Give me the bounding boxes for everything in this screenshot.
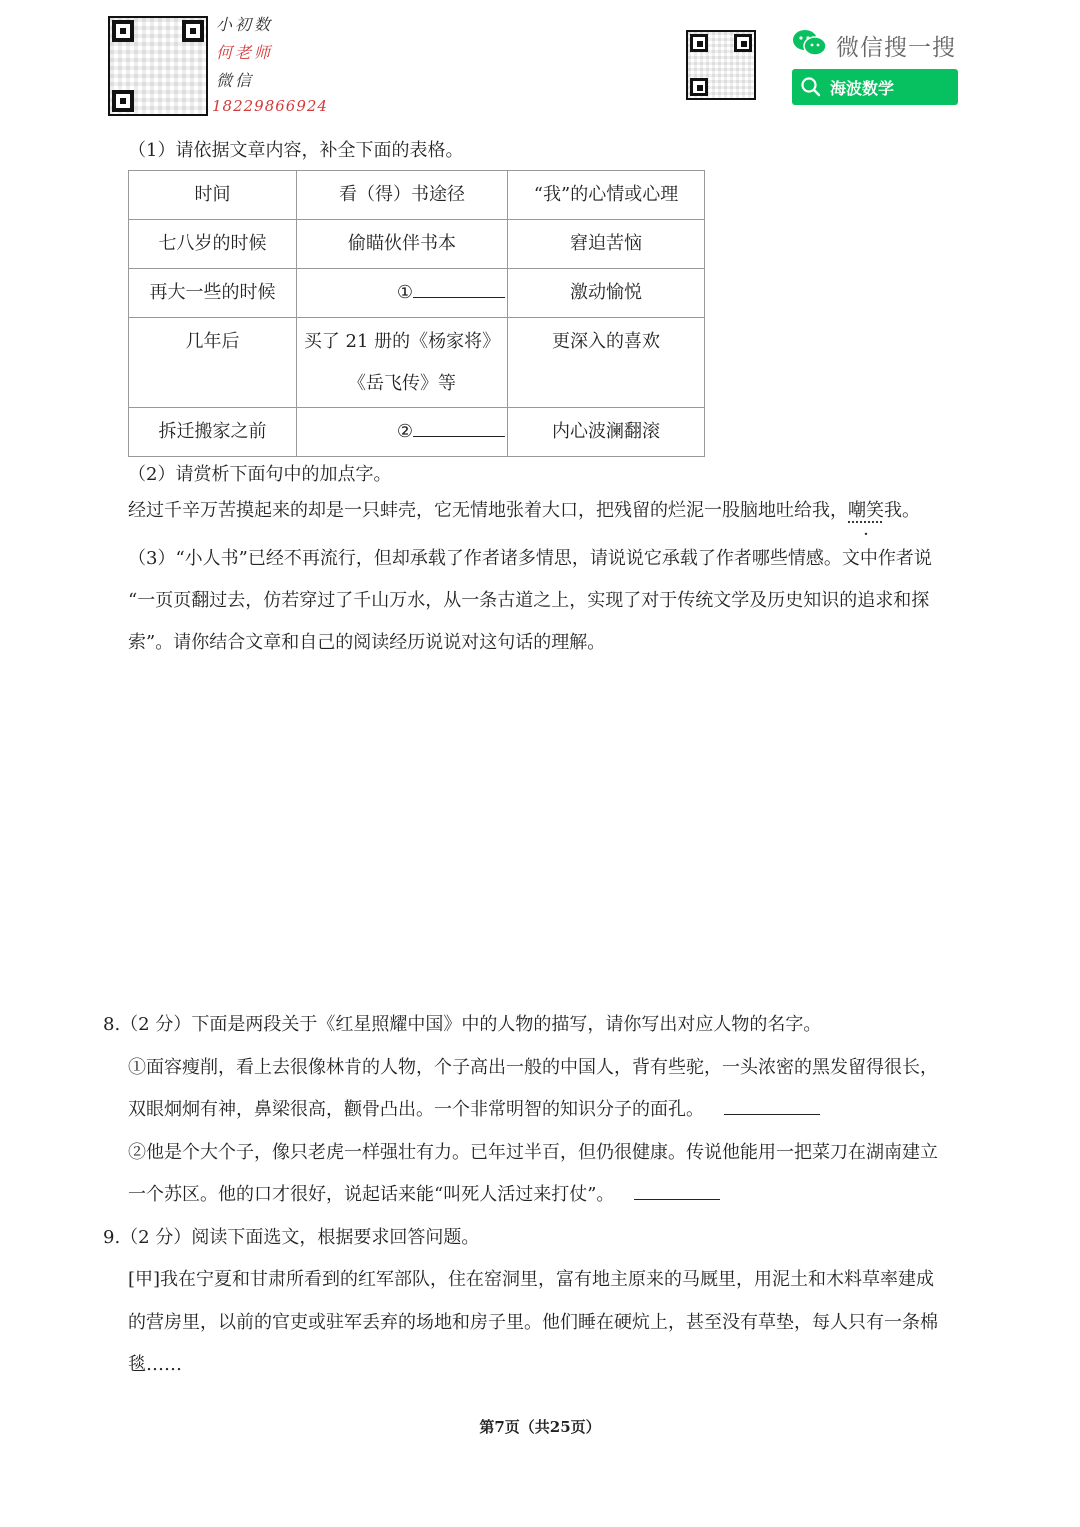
table-cell-blank[interactable]: [297, 408, 508, 457]
table-cell: 偷瞄伙伴书本: [297, 220, 508, 269]
q3-line-1: （3）“小人书”已经不再流行，但却承载了作者诸多情思，请说说它承载了作者哪些情感。文中作者说: [128, 548, 932, 569]
q8-p1-line-2: [128, 1089, 820, 1131]
answer-blank[interactable]: [413, 277, 505, 298]
answer-blank[interactable]: [724, 1096, 820, 1115]
search-icon: [800, 76, 822, 98]
answer-blank[interactable]: [634, 1181, 720, 1200]
qr-code-icon: [686, 30, 756, 100]
q1-table: [128, 170, 705, 457]
q8-p2-line-1: ②他是个大个子，像只老虎一样强壮有力。已年过半百，但仍很健康。传说他能用一把菜刀在湖南建立: [128, 1142, 938, 1163]
blank-marker: ①: [396, 282, 413, 303]
handwriting-line-2: 何老师: [216, 43, 274, 62]
table-row: [129, 220, 705, 269]
table-cell: 内心波澜翻滚: [508, 408, 705, 457]
table-cell: 七八岁的时候: [129, 220, 297, 269]
search-button[interactable]: [792, 69, 958, 105]
table-cell-line: 买了 21 册的《杨家将》: [303, 331, 501, 352]
q3-line-2: “一页页翻过去，仿若穿过了千山万水，从一条古道之上，实现了对于传统文学及历史知识的追求和探: [128, 590, 930, 611]
q9-line-1: [甲]我在宁夏和甘肃所看到的红军部队，住在窑洞里，富有地主原来的马厩里，用泥土和木料草率建成: [128, 1269, 935, 1290]
q8-p2-line-2-text: 一个苏区。他的口才很好，说起话来能“叫死人活过来打仗”。: [128, 1184, 615, 1205]
dotted-word: 嘲笑: [848, 500, 884, 521]
table-header: 时间: [129, 171, 297, 220]
table-row: [129, 318, 705, 408]
wechat-icon: [792, 28, 828, 58]
q1-prompt: （1）请依据文章内容，补全下面的表格。: [128, 140, 464, 161]
table-cell-line: 《岳飞传》等: [348, 373, 456, 394]
handwriting-line-1: 小初数: [216, 15, 274, 34]
handwriting-line-3: 微信: [216, 71, 255, 90]
q9-line-3: 毯……: [128, 1354, 182, 1375]
q9-title: 9.（2 分）阅读下面选文，根据要求回答问题。: [103, 1227, 480, 1248]
handwriting-phone: 18229866924: [212, 97, 328, 115]
blank-marker: ②: [396, 421, 413, 442]
q9-line-2: 的营房里，以前的官吏或驻军丢弃的场地和房子里。他们睡在硬炕上，甚至没有草垫，每人只有一条棉: [128, 1312, 938, 1333]
q2-sentence: [128, 490, 920, 532]
qr-code-icon: [108, 16, 208, 116]
table-cell: 更深入的喜欢: [508, 318, 705, 408]
wechat-search-title: 微信搜一搜: [836, 35, 956, 61]
table-row: [129, 408, 705, 457]
q2-sentence-after: 我。: [884, 500, 920, 521]
q2-prompt: （2）请赏析下面句中的加点字。: [128, 464, 392, 485]
table-header: “我”的心情或心理: [508, 171, 705, 220]
table-cell: 拆迁搬家之前: [129, 408, 297, 457]
table-cell: 再大一些的时候: [129, 269, 297, 318]
table-header: 看（得）书途径: [297, 171, 508, 220]
table-cell: 几年后: [129, 318, 297, 408]
q3-line-3: 索”。请你结合文章和自己的阅读经历说说对这句话的理解。: [128, 632, 606, 653]
page-number: 第7页（共25页）: [479, 1418, 601, 1436]
table-cell: 激动愉悦: [508, 269, 705, 318]
table-cell: 窘迫苦恼: [508, 220, 705, 269]
q8-p1-line-1: ①面容瘦削，看上去很像林肯的人物，个子高出一般的中国人，背有些驼，一头浓密的黑发留得很长，: [128, 1057, 938, 1078]
q8-p2-line-2: [128, 1174, 720, 1216]
table-row: [129, 269, 705, 318]
q8-title: 8.（2 分）下面是两段关于《红星照耀中国》中的人物的描写，请你写出对应人物的名字。: [103, 1014, 822, 1035]
table-cell: [297, 318, 508, 408]
q8-p1-line-2-text: 双眼炯炯有神，鼻梁很高，颧骨凸出。一个非常明智的知识分子的面孔。: [128, 1099, 704, 1120]
answer-blank[interactable]: [413, 416, 505, 437]
table-cell-blank[interactable]: [297, 269, 508, 318]
search-button-label: 海波数学: [830, 80, 895, 98]
q2-sentence-before: 经过千辛万苦摸起来的却是一只蚌壳，它无情地张着大口，把残留的烂泥一股脑地吐给我，: [128, 500, 848, 521]
